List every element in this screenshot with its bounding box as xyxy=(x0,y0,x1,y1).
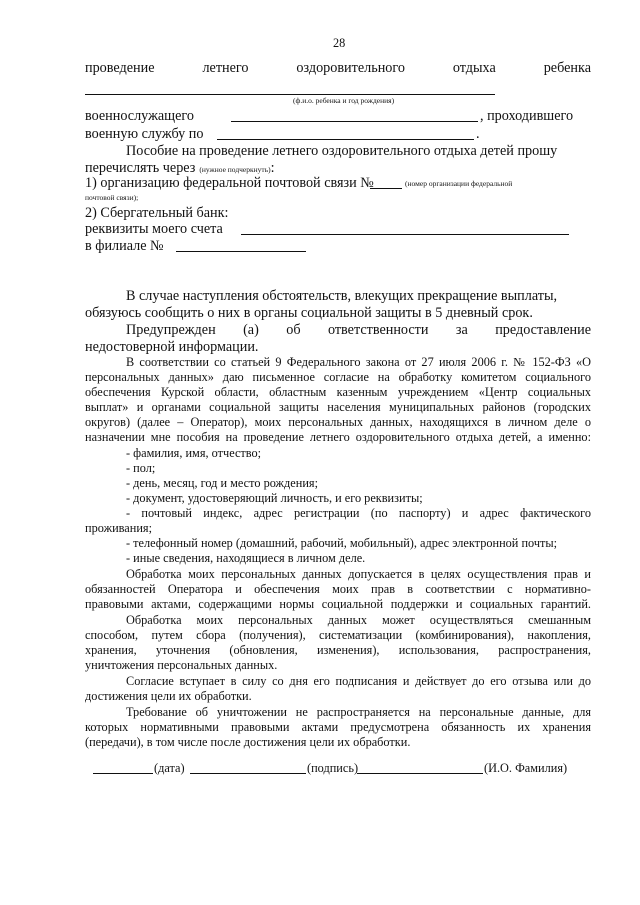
data-item: - телефонный номер (домашний, рабочий, мобильный), адрес электронной почты; xyxy=(126,536,558,550)
date-caption: (дата) xyxy=(154,761,185,775)
data-item: - иные сведения, находящиеся в личном деле. xyxy=(126,551,366,565)
consent-intro-line: округов) (далее – Оператор), моих персональных данных, находящихся в личном деле о xyxy=(85,415,591,429)
data-item: - пол; xyxy=(126,461,156,475)
warning-word: об xyxy=(286,322,301,338)
purpose-line: правовыми актами, содержащими нормы социальной поддержки и социальных гарантий. xyxy=(85,597,591,611)
warning-word: предоставление xyxy=(495,322,591,338)
account-number-blank[interactable] xyxy=(241,234,569,235)
method-line: хранения, уточнения (обновления, изменения), использования, распространения, xyxy=(85,643,591,657)
header-word: отдыха xyxy=(452,60,496,76)
post-office-number-blank[interactable] xyxy=(370,188,402,189)
header-word: проведение xyxy=(85,60,155,76)
child-name-hint: (ф.и.о. ребенка и год рождения) xyxy=(293,96,395,105)
signature-blank[interactable] xyxy=(190,773,306,774)
branch-number-blank[interactable] xyxy=(176,251,306,252)
purpose-line: Обработка моих персональных данных допускается в целях осуществления прав и xyxy=(126,567,591,581)
signature-caption: (подпись) xyxy=(307,761,359,775)
destroy-line: Требование об уничтожении не распространяется на персональные данные, для xyxy=(126,705,591,719)
service-type-label: военную службу по xyxy=(85,126,204,142)
method-line: Обработка моих персональных данных может осуществляться смешанным xyxy=(126,613,591,627)
page-number: 28 xyxy=(333,36,346,50)
destroy-line: (передачи), в том числе после достижения цели их обработки. xyxy=(85,735,411,749)
option-bank-label: 2) Сбергательный банк: xyxy=(85,205,229,221)
validity-line: достижения цели их обработки. xyxy=(85,689,252,703)
warning-word: (а) xyxy=(243,322,259,338)
header-line xyxy=(85,60,591,77)
warning-line2: недостоверной информации. xyxy=(85,339,259,355)
date-blank[interactable] xyxy=(93,773,153,774)
data-item-postal: - почтовый индекс, адрес регистрации (по паспорту) и адрес фактического xyxy=(126,506,591,520)
consent-intro-line: назначении мне пособия на проведение летнего оздоровительного отдыха детей, а именно: xyxy=(85,430,591,444)
consent-intro-line: выплат» и органами социальной защиты населения муниципальных районов (городских xyxy=(85,400,591,414)
service-type-blank[interactable] xyxy=(217,139,474,140)
validity-line: Согласие вступает в силу со дня его подписания и действует до его отзыва или до xyxy=(126,674,591,688)
consent-intro-line: персональных данных» даю письменное согласие на обработку комитетом социального xyxy=(85,370,591,384)
warning-word: за xyxy=(455,322,468,338)
notice-line1: В случае наступления обстоятельств, влекущих прекращение выплаты, xyxy=(126,288,558,304)
header-word: оздоровительного xyxy=(296,60,405,76)
serviceman-label: военнослужащего xyxy=(85,108,194,124)
benefit-line2-colon: : xyxy=(270,160,275,176)
purpose-line: обязанностей Оператора и обеспечения моих прав в соответствии с нормативно- xyxy=(85,582,591,596)
post-office-hint-a: (номер организации федеральной xyxy=(405,179,513,188)
benefit-line1: Пособие на проведение летнего оздоровительного отдыха детей прошу xyxy=(126,143,558,159)
fullname-caption: (И.О. Фамилия) xyxy=(484,761,568,775)
serviceman-name-blank[interactable] xyxy=(231,121,478,122)
data-item: - документ, удостоверяющий личность, и его реквизиты; xyxy=(126,491,423,505)
child-name-blank[interactable] xyxy=(85,94,495,95)
consent-intro-line: обеспечения Курской области, областным казенным учреждением «Центр социальных xyxy=(85,385,591,399)
data-item: - день, месяц, год и место рождения; xyxy=(126,476,319,490)
benefit-line2-text: перечислять через xyxy=(85,160,196,176)
method-line: уничтожения персональных данных. xyxy=(85,658,278,672)
header-word: ребенка xyxy=(543,60,591,76)
destroy-line: которых нормативными правовыми актами предусмотрена обязанность их хранения xyxy=(85,720,591,734)
option-post-label: 1) организацию федеральной почтовой связи № xyxy=(85,175,374,191)
data-item-postal-cont: проживания; xyxy=(85,521,152,535)
fullname-blank[interactable] xyxy=(357,773,483,774)
service-type-end: . xyxy=(476,126,480,142)
header-word: летнего xyxy=(202,60,249,76)
method-line: способом, путем сбора (получения), систематизации (комбинирования), накопления, xyxy=(85,628,591,642)
notice-line2: обязуюсь сообщить о них в органы социальной защиты в 5 дневный срок. xyxy=(85,305,533,321)
serviceman-after: , проходившего xyxy=(480,108,574,124)
benefit-line2-hint: (нужное подчеркнуть) xyxy=(199,165,271,174)
warning-word: ответственности xyxy=(327,322,429,338)
account-label: реквизиты моего счета xyxy=(85,221,223,237)
branch-label: в филиале № xyxy=(85,238,164,254)
warning-word: Предупрежден xyxy=(126,322,216,338)
post-office-hint-b: почтовой связи); xyxy=(85,193,139,202)
data-item: - фамилия, имя, отчество; xyxy=(126,446,262,460)
warning-line xyxy=(126,322,591,339)
consent-intro-line: В соответствии со статьей 9 Федерального закона от 27 июля 2006 г. № 152-ФЗ «О xyxy=(126,355,591,369)
